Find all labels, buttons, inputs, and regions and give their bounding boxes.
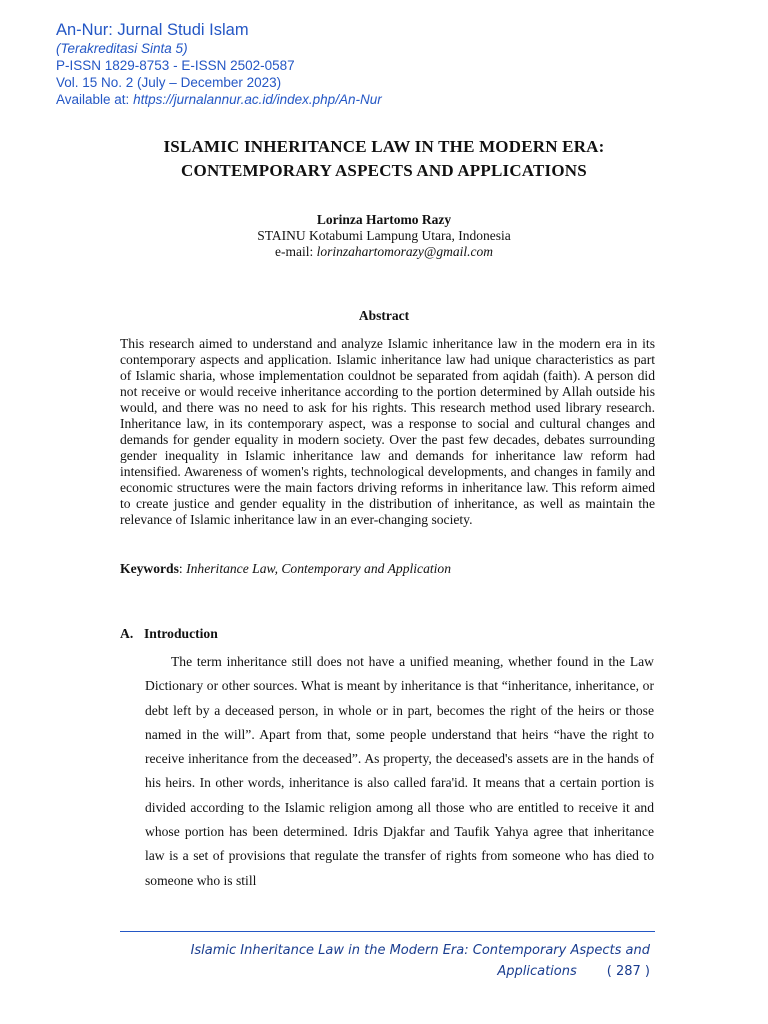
author-email-line	[0, 244, 768, 260]
introduction-text: The term inheritance still does not have a unified meaning, whether found in the Law Dictionary or other sources. What is meant by inheritance is that “inheritance, inheritance, or debt left by a deceased person, in whole or in part, becomes the right of the heirs or those named in the will”. Apart from that, some people understand that heirs “have the right to receive inheritance from the deceased”. As property, the deceased's assets are in the hands of his heirs. In other words, inheritance is also called fara'id. It means that a certain portion is divided according to the Islamic religion among all those who are entitled to receive it and whose portion has been determined. Idris Djakfar and Taufik Yahya agree that inheritance law is a set of provisions that regulate the transfer of rights from someone who has died to someone who is still	[145, 654, 654, 888]
journal-availability	[56, 91, 382, 108]
footer-divider	[120, 931, 655, 932]
author-name: Lorinza Hartomo Razy	[316, 212, 452, 227]
article-title-line-1: ISLAMIC INHERITANCE LAW IN THE MODERN ERA:	[163, 137, 605, 156]
journal-volume: Vol. 15 No. 2 (July – December 2023)	[56, 75, 282, 90]
author-affiliation: STAINU Kotabumi Lampung Utara, Indonesia	[257, 228, 511, 243]
available-label: Available at:	[56, 92, 134, 107]
keywords-label: Keywords	[120, 561, 179, 576]
journal-issn: P-ISSN 1829-8753 - E-ISSN 2502-0587	[56, 58, 295, 73]
abstract-heading: Abstract	[358, 308, 410, 323]
section-number: A.	[120, 626, 134, 641]
section-title: Introduction	[144, 626, 218, 641]
journal-url-link[interactable]: https://jurnalannur.ac.id/index.php/An-Nur	[133, 92, 382, 107]
page-number: ( 287 )	[606, 964, 650, 979]
abstract-text: This research aimed to understand and analyze Islamic inheritance law in the modern era in its contemporary aspects and application. Islamic inheritance law had unique characteristics as part of Islamic sharia, whose implementation couldnot be separated from aqidah (faith). A person did not receive or would receive inheritance according to the portion determined by Allah outside his would, and there was no need to ask for his rights. This research method used library research. Inheritance law, in its contemporary aspect, was a response to social and cultural changes and demands for gender equality in modern society. Over the past few decades, debates surrounding gender inequality in Islamic inheritance law and demands for inheritance law reform had intensified. Awareness of women's rights, technological developments, and changes in family and economic structures were the main factors driving reforms in inheritance law. This reform aimed to create justice and gender equality in the distribution of inheritance, as well as maintain the relevance of Islamic inheritance law in an ever-changing society.	[120, 336, 655, 527]
running-title-line-2	[130, 961, 650, 982]
journal-accreditation: (Terakreditasi Sinta 5)	[56, 41, 188, 56]
email-label: e-mail:	[275, 244, 317, 259]
author-block	[0, 212, 768, 260]
author-email-link[interactable]: lorinzahartomorazy@gmail.com	[316, 244, 493, 259]
journal-name: An-Nur: Jurnal Studi Islam	[56, 21, 249, 39]
article-title-line-2: CONTEMPORARY ASPECTS AND APPLICATIONS	[181, 161, 587, 180]
article-title	[0, 135, 768, 183]
keywords-values: Inheritance Law, Contemporary and Application	[186, 561, 452, 576]
running-title-end: Applications	[497, 964, 577, 979]
keywords-separator: :	[178, 561, 187, 576]
keywords-line	[120, 561, 451, 577]
running-title-line-1: Islamic Inheritance Law in the Modern Era: Contemporary Aspects and	[190, 943, 650, 958]
section-heading-introduction	[120, 626, 218, 642]
introduction-paragraph	[145, 650, 654, 893]
running-footer	[130, 940, 650, 982]
journal-header	[56, 20, 382, 108]
